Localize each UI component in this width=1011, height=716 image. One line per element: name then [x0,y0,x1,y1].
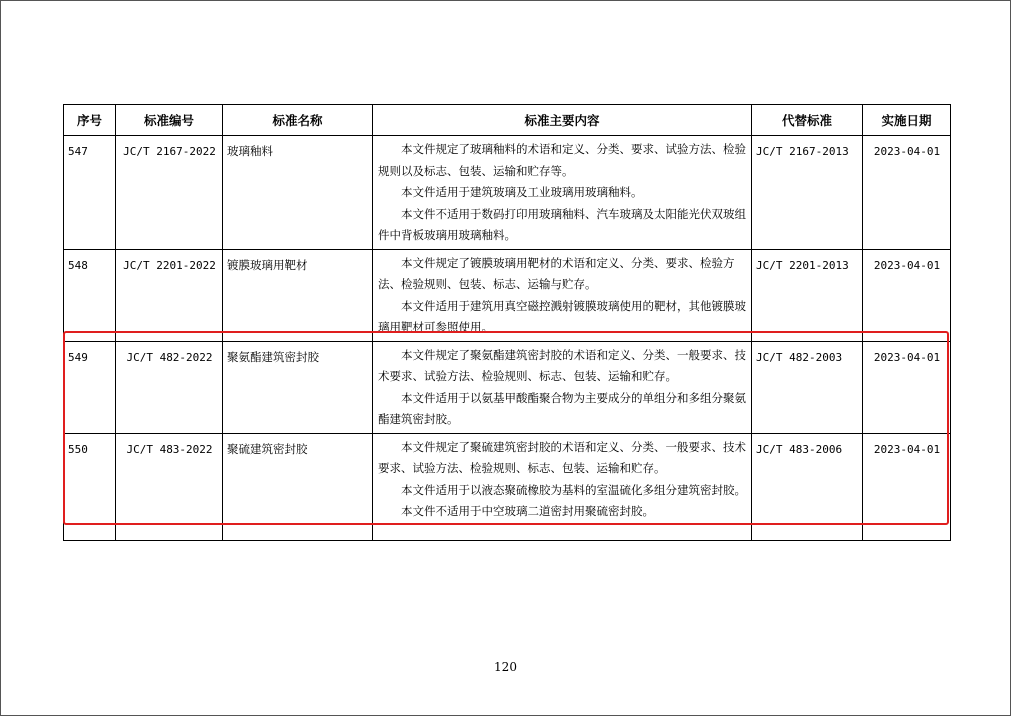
row-content-paragraph: 本文件规定了镀膜玻璃用靶材的术语和定义、分类、要求、检验方法、检验规则、包装、标志、运输与贮存。 [378,255,735,291]
header-code: 标准编号 [116,105,223,136]
row-content-cell [373,341,752,433]
row-date-cell [863,433,951,540]
row-code: JC/T 2201-2022 [123,258,216,272]
row-date: 2023-04-01 [873,350,941,364]
row-replaces-cell [752,341,863,433]
row-content-paragraph: 本文件规定了聚硫建筑密封胶的术语和定义、分类、一般要求、技术要求、试验方法、检验规则、标志、包装、运输和贮存。 [378,439,746,475]
header-date: 实施日期 [863,105,951,136]
row-name-cell [223,341,373,433]
row-content-paragraph: 本文件适用于以氨基甲酸酯聚合物为主要成分的单组分和多组分聚氨酯建筑密封胶。 [378,390,746,426]
row-replaces: JC/T 2201-2013 [756,258,849,272]
table-row [64,341,951,433]
row-content-paragraph: 本文件适用于建筑玻璃及工业玻璃用玻璃釉料。 [401,185,643,199]
row-date: 2023-04-01 [873,145,941,158]
table-header-row [64,105,951,136]
row-name: 聚氨酯建筑密封胶 [227,349,319,364]
row-name: 镀膜玻璃用靶材 [227,257,308,272]
table-row [64,249,951,341]
header-no: 序号 [64,105,116,136]
row-replaces: JC/T 2167-2013 [756,145,849,158]
row-code-cell [116,136,223,250]
row-code-cell [116,249,223,341]
row-content-paragraph: 本文件不适用于数码打印用玻璃釉料、汽车玻璃及太阳能光伏双玻组件中背板玻璃用玻璃釉料。 [378,206,746,242]
row-code: JC/T 2167-2022 [123,145,216,158]
row-replaces: JC/T 482-2003 [756,350,843,364]
row-name: 聚硫建筑密封胶 [227,441,308,456]
row-no: 548 [68,258,88,272]
standards-table [63,104,951,541]
row-content-paragraph: 本文件规定了玻璃釉料的术语和定义、分类、要求、试验方法、检验规则以及标志、包装、运输和贮存等。 [378,142,746,178]
row-no-cell [64,341,116,433]
row-content-cell [373,249,752,341]
row-no: 549 [68,350,88,364]
row-no: 547 [68,145,88,158]
row-date: 2023-04-01 [873,258,941,272]
row-date-cell [863,136,951,250]
row-content-paragraph: 本文件不适用于中空玻璃二道密封用聚硫密封胶。 [401,504,654,518]
table-row [64,433,951,540]
row-replaces: JC/T 483-2006 [756,442,843,456]
row-name-cell [223,249,373,341]
row-name-cell [223,433,373,540]
row-no: 550 [68,442,88,456]
row-content-cell [373,433,752,540]
row-content-paragraph: 本文件规定了聚氨酯建筑密封胶的术语和定义、分类、一般要求、技术要求、试验方法、检验规则、标志、包装、运输和贮存。 [378,347,746,383]
header-content: 标准主要内容 [373,105,752,136]
row-date: 2023-04-01 [873,442,941,456]
row-date-cell [863,249,951,341]
row-replaces-cell [752,136,863,250]
row-no-cell [64,249,116,341]
row-no-cell [64,433,116,540]
row-no-cell [64,136,116,250]
table-row [64,136,951,250]
row-replaces-cell [752,249,863,341]
row-content-paragraph: 本文件适用于以液态聚硫橡胶为基料的室温硫化多组分建筑密封胶。 [401,482,746,497]
row-content-cell [373,136,752,250]
row-code-cell [116,341,223,433]
row-code: JC/T 482-2022 [126,350,213,364]
page-number: 120 [494,660,517,674]
row-name: 玻璃釉料 [227,144,273,158]
row-content-paragraph: 本文件适用于建筑用真空磁控溅射镀膜玻璃使用的靶材，其他镀膜玻璃用靶材可参照使用。 [378,298,746,334]
row-code: JC/T 483-2022 [126,442,213,456]
header-name: 标准名称 [223,105,373,136]
row-date-cell [863,341,951,433]
header-replaces: 代替标准 [752,105,863,136]
row-code-cell [116,433,223,540]
row-replaces-cell [752,433,863,540]
row-name-cell [223,136,373,250]
